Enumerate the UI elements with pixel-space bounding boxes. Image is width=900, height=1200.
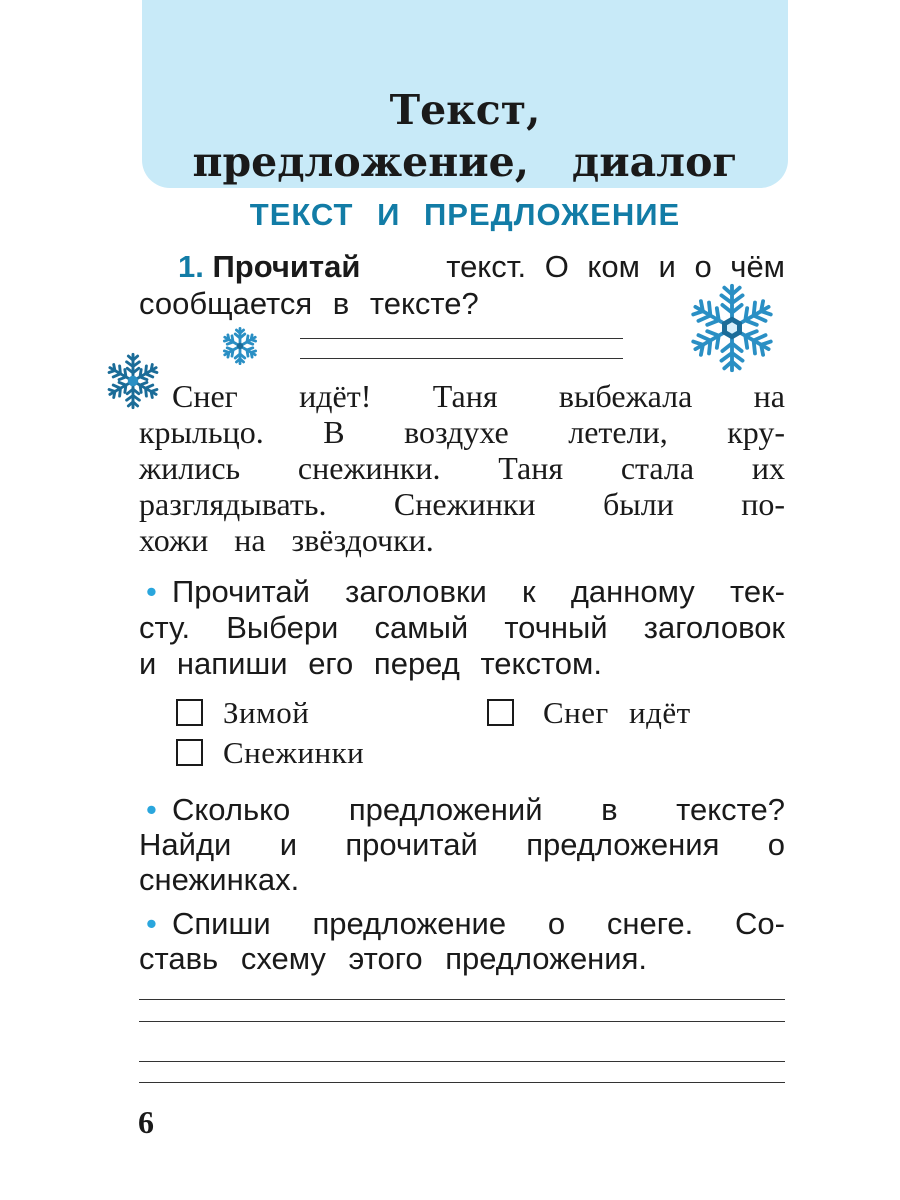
bullet-icon: • bbox=[146, 574, 157, 609]
page-number: 6 bbox=[138, 1104, 154, 1140]
chapter-title-line2: предложение, диалог bbox=[192, 138, 738, 186]
answer-line[interactable] bbox=[300, 358, 623, 359]
snowflake-icon-small bbox=[220, 326, 260, 366]
checkbox-sneg-idet[interactable] bbox=[487, 699, 514, 726]
task-line: снежинках. bbox=[139, 862, 300, 897]
chapter-banner bbox=[142, 0, 788, 188]
option-label: Снег идёт bbox=[543, 695, 691, 730]
task-line: Найди и прочитай предложения о bbox=[139, 827, 785, 862]
answer-line[interactable] bbox=[300, 338, 623, 339]
checkbox-zimoy[interactable] bbox=[176, 699, 203, 726]
option-label: Зимой bbox=[223, 695, 310, 730]
writing-line[interactable] bbox=[139, 1061, 785, 1062]
story-line: жились снежинки. Таня стала их bbox=[139, 450, 785, 486]
task-line: ставь схему этого предложения. bbox=[139, 941, 648, 976]
task-line: и напиши его перед текстом. bbox=[139, 646, 602, 681]
exercise-question-line2: сообщается в тексте? bbox=[139, 286, 479, 321]
exercise-lead: Прочитай bbox=[212, 249, 361, 284]
story-line: Снег идёт! Таня выбежала на bbox=[172, 378, 785, 414]
snowflake-icon-left bbox=[104, 352, 162, 410]
writing-line[interactable] bbox=[139, 1021, 785, 1022]
task-line: Спиши предложение о снеге. Со- bbox=[172, 906, 785, 941]
exercise-question-line1 bbox=[178, 251, 785, 282]
checkbox-snezhinki[interactable] bbox=[176, 739, 203, 766]
story-line: крыльцо. В воздухе летели, кру- bbox=[139, 414, 785, 450]
task-line: Сколько предложений в тексте? bbox=[172, 792, 785, 827]
story-line: разглядывать. Снежинки были по- bbox=[139, 486, 785, 522]
bullet-icon: • bbox=[146, 792, 157, 827]
task-line: Прочитай заголовки к данному тек- bbox=[172, 574, 785, 609]
option-label: Снежинки bbox=[223, 735, 365, 770]
task-line: сту. Выбери самый точный заголовок bbox=[139, 610, 785, 645]
writing-line[interactable] bbox=[139, 1082, 785, 1083]
chapter-title-line1: Текст, bbox=[389, 86, 541, 134]
writing-line[interactable] bbox=[139, 999, 785, 1000]
story-line: хожи на звёздочки. bbox=[139, 522, 434, 558]
bullet-icon: • bbox=[146, 906, 157, 941]
section-title: ТЕКСТ И ПРЕДЛОЖЕНИЕ bbox=[249, 197, 681, 232]
exercise-number: 1. bbox=[178, 249, 204, 284]
exercise-question-text: текст. О ком и о чём bbox=[446, 249, 785, 284]
snowflake-icon-large bbox=[684, 280, 780, 376]
